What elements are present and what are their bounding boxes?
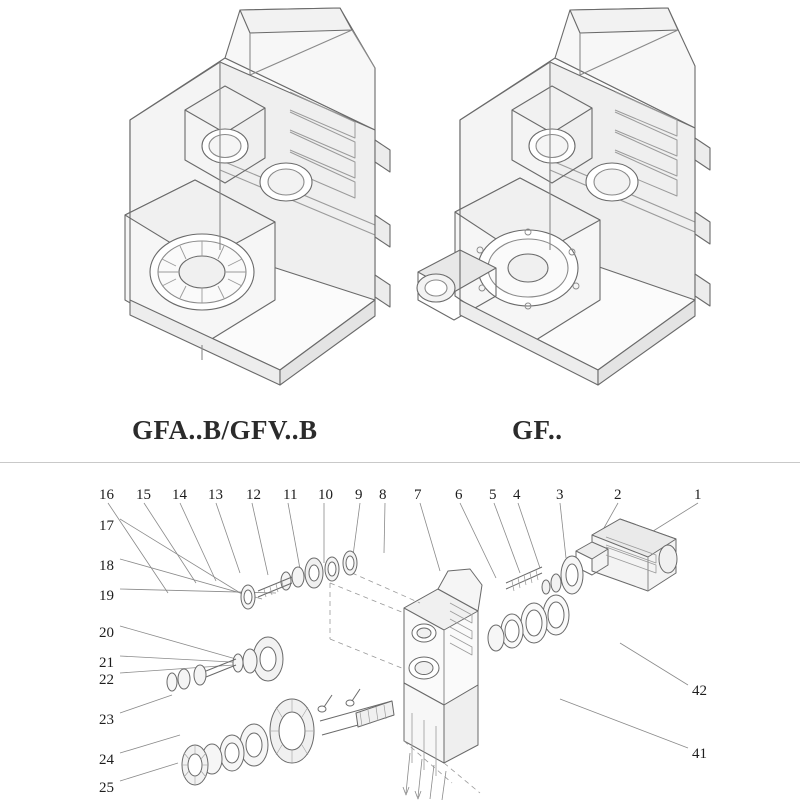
callout-number-6: 6 bbox=[455, 487, 463, 503]
caption-gf: GF.. bbox=[512, 415, 563, 445]
callout-number-22: 22 bbox=[99, 672, 114, 688]
callout-number-13: 13 bbox=[208, 487, 223, 503]
callout-number-1: 1 bbox=[694, 487, 702, 503]
callout-number-5: 5 bbox=[489, 487, 497, 503]
callout-number-19: 19 bbox=[99, 588, 114, 604]
callout-number-15: 15 bbox=[136, 487, 151, 503]
callout-number-42: 42 bbox=[692, 683, 707, 699]
callout-number-7: 7 bbox=[414, 487, 422, 503]
callout-number-14: 14 bbox=[172, 487, 187, 503]
callout-number-21: 21 bbox=[99, 655, 114, 671]
callout-number-10: 10 bbox=[318, 487, 333, 503]
callout-number-25: 25 bbox=[99, 780, 114, 796]
callout-number-11: 11 bbox=[283, 487, 298, 503]
callout-number-41: 41 bbox=[692, 746, 707, 762]
callout-number-3: 3 bbox=[556, 487, 564, 503]
callout-number-17: 17 bbox=[99, 518, 114, 534]
exploded-assembly-diagram bbox=[0, 463, 800, 800]
callout-number-20: 20 bbox=[99, 625, 114, 641]
callout-number-24: 24 bbox=[99, 752, 114, 768]
callout-number-18: 18 bbox=[99, 558, 114, 574]
callout-number-8: 8 bbox=[379, 487, 387, 503]
caption-gfab-gfvb: GFA..B/GFV..B bbox=[132, 415, 318, 445]
callout-number-4: 4 bbox=[513, 487, 521, 503]
callout-number-12: 12 bbox=[246, 487, 261, 503]
callout-number-9: 9 bbox=[355, 487, 363, 503]
callout-number-23: 23 bbox=[99, 712, 114, 728]
gearbox-gf-isometric bbox=[400, 0, 720, 400]
callout-number-2: 2 bbox=[614, 487, 622, 503]
callout-number-16: 16 bbox=[99, 487, 114, 503]
gearbox-gfab-gfvb-isometric bbox=[90, 0, 400, 400]
